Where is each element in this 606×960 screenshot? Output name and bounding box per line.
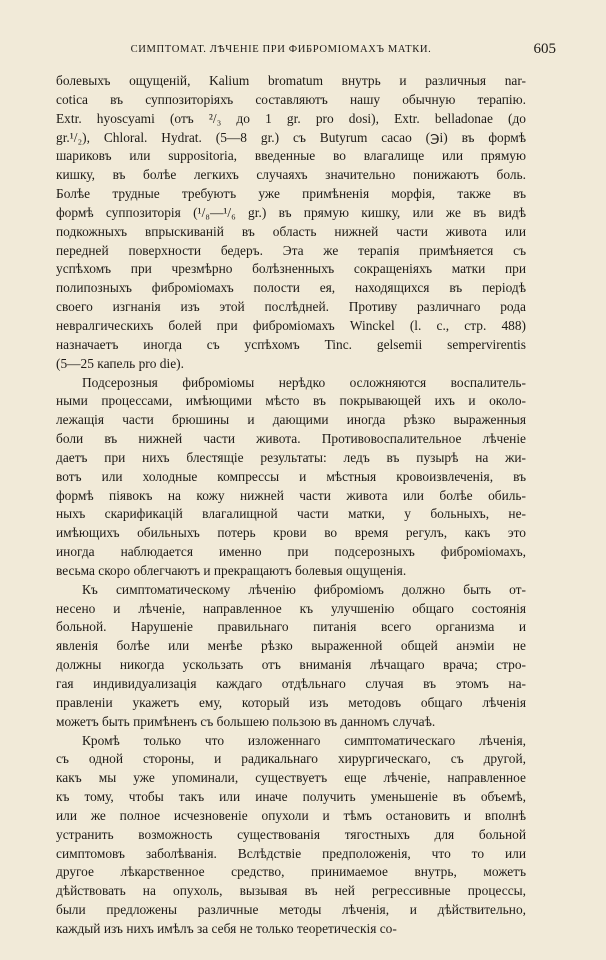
running-head-title: СИМПТОМАТ. ЛѢЧЕНІЕ ПРИ ФИБРОМІОМАХЪ МАТКИ. [130, 44, 432, 55]
paragraph-3 [56, 581, 526, 732]
text-line: кишку, въ болѣе легкихъ случаяхъ значительно понижаютъ боль. [56, 167, 526, 183]
text-line: cotica въ суппозиторіяхъ составляютъ нашу обычную терапію. [56, 91, 526, 107]
text-line: другое лѣкарственное средство, принимаемое внутрь, можетъ [56, 864, 526, 880]
text-line: даетъ при нихъ блестящіе результаты: ледъ въ пузырѣ на жи- [56, 449, 526, 465]
text-line: (5—25 капель pro die). [56, 355, 184, 371]
page-number: 605 [533, 41, 556, 57]
text-line: иногда наблюдается именно при подсерозныхъ фибромiомахъ, [56, 544, 526, 560]
text-line: передней поверхности бедеръ. Эта же терапія примѣняется съ [56, 242, 526, 258]
paragraph-2 [56, 374, 526, 581]
text-line: явленія болѣе или менѣе рѣзко выраженной общей анэміи не [56, 638, 526, 654]
text-line: формѣ суппозиторія (¹/₈—¹/₆ gr.) въ прямую кишку, или же въ видѣ [56, 204, 526, 220]
text-line: боли въ нижней части живота. Противовоспалительное лѣченіе [56, 431, 526, 447]
text-line: Extr. hyoscyami (отъ ²/₃ до 1 gr. pro dosi), Extr. belladonae (до [56, 110, 526, 126]
body-text [56, 72, 526, 939]
text-line: болевыхъ ощущеній, Kalium bromatum внутрь и различныя nar- [56, 73, 526, 88]
text-line: Подсерозныя фибромiомы нерѣдко осложняются воспалитель- [82, 374, 526, 390]
text-line: съ одной стороны, и радикальнаго хирургическаго, съ другой, [56, 751, 526, 767]
text-line: правленіи укажетъ ему, который изъ методовъ общаго лѣченія [56, 694, 526, 710]
text-line: полипозныхъ фибромiомахъ полости ея, находящихся въ періодѣ [56, 280, 526, 296]
paragraph-4 [56, 732, 526, 939]
text-line: къ тому, чтобы такъ или иначе получить уменьшеніе въ объемѣ, [56, 789, 526, 805]
text-line: несено и лѣченіе, направленное къ улучшенію общаго состоянія [56, 600, 526, 616]
text-line: устранить возможность существованія тягостныхъ для больной [56, 826, 526, 842]
text-line: дѣйствовать на опухоль, вызывая въ ней регрессивные процессы, [56, 883, 526, 899]
text-line: назначаетъ иногда съ успѣхомъ Tinc. gelsemii sempervirentis [56, 336, 526, 352]
text-line: можетъ быть примѣненъ съ большею пользою въ данномъ случаѣ. [56, 713, 436, 729]
text-line: Къ симптоматическому лѣченію фибромiомъ должно быть от- [82, 581, 526, 597]
text-line: gr.¹/₂), Chloral. Hydrat. (5—8 gr.) съ Butyrum cacao (℈i) въ формѣ [56, 129, 526, 145]
text-line: должны никогда ускользать отъ вниманія лѣчащаго врача; стро- [56, 657, 526, 673]
paragraph-1 [56, 72, 526, 374]
text-line: были предложены различные методы лѣченія, и дѣйствительно, [56, 902, 526, 918]
text-line: Кромѣ только что изложеннаго симптоматическаго лѣченія, [82, 732, 526, 748]
text-line: своего изгнанія изъ этой послѣдней. Противу различнаго рода [56, 299, 526, 315]
text-line: ными процессами, имѣющими мѣсто въ покрывающей ихъ и около- [56, 393, 526, 409]
text-line: шариковъ или suppositoria, введенные во влагалище или прямую [56, 148, 526, 164]
text-line: симптомовъ заболѣванія. Вслѣдствіе предположенія, что то или [56, 845, 526, 861]
text-line: весьма скоро облегчаютъ и прекращаютъ болевыя ощущенія. [56, 562, 407, 578]
text-line: или же полное исчезновеніе опухоли и тѣмъ остановить и вполнѣ [56, 807, 526, 823]
text-line: лежащія части брюшины и дающими иногда рѣзко выраженныя [56, 412, 526, 428]
text-line: вотъ или холодные компрессы и мѣстныя кровоизвлеченія, въ [56, 468, 526, 484]
running-head [56, 42, 556, 62]
text-line: имѣющихъ обильныхъ потерь крови во время регулъ, какъ это [56, 525, 526, 541]
text-line: какъ мы уже упоминали, существуетъ еще лѣченіе, направленное [56, 770, 526, 786]
text-line: формѣ піявокъ на кожу нижней части живота или болѣе обиль- [56, 487, 526, 503]
text-line: Болѣе трудные требуютъ уже примѣненія морфія, также въ [56, 186, 526, 202]
text-line: каждый изъ нихъ имѣлъ за себя не только теоретическія со- [56, 920, 397, 936]
text-line: ныхъ скарификацій влагалищной части матки, у больныхъ, не- [56, 506, 526, 522]
text-line: невралгическихъ болей при фибромiомахъ Winckel (l. c., стр. 488) [56, 317, 526, 333]
text-line: подкожныхъ впрыскиваній въ область нижней части живота или [56, 223, 526, 239]
text-line: больной. Нарушеніе правильнаго питанія всего организма и [56, 619, 526, 635]
text-line: гая индивидуализація каждаго отдѣльнаго случая въ этомъ на- [56, 676, 526, 691]
text-line: успѣхомъ при чрезмѣрно болѣзненныхъ сокращеніяхъ матки при [56, 261, 526, 277]
